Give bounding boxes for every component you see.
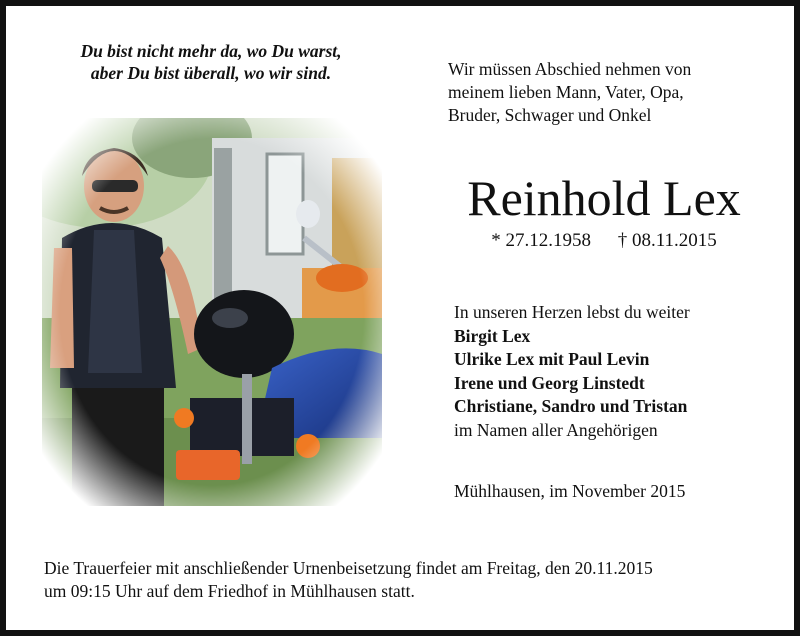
place-and-date: Mühlhausen, im November 2015 [454,481,686,501]
mourner-name: Irene und Georg Linstedt [454,372,645,393]
intro-line: Wir müssen Abschied nehmen von [448,59,692,79]
intro-line: meinem lieben Mann, Vater, Opa, [448,82,684,102]
farewell-intro [448,58,778,127]
portrait-photo [42,118,382,506]
mourners-block [454,301,784,443]
mourners-closing: im Namen aller Angehörigen [454,419,658,440]
deceased-name: Reinhold Lex [467,170,741,226]
mourner-name: Christiane, Sandro und Tristan [454,396,688,417]
life-dates [424,229,784,253]
intro-line: Bruder, Schwager und Onkel [448,105,652,125]
quote-line: Du bist nicht mehr da, wo Du warst, [80,41,342,61]
quote-line: aber Du bist überall, wo wir sind. [90,63,332,83]
funeral-line: um 09:15 Uhr auf dem Friedhof in Mühlhausen statt. [44,581,415,601]
mourners-opening: In unseren Herzen lebst du weiter [454,302,690,322]
mourner-name: Birgit Lex [454,325,531,346]
death-date: † 08.11.2015 [617,230,717,251]
memorial-quote [36,40,386,84]
funeral-line: Die Trauerfeier mit anschließender Urnenbeisetzung findet am Freitag, den 20.11.2015 [44,558,653,578]
birth-date: * 27.12.1958 [491,230,591,251]
mourner-name: Ulrike Lex mit Paul Levin [454,349,650,370]
funeral-details [44,557,774,603]
